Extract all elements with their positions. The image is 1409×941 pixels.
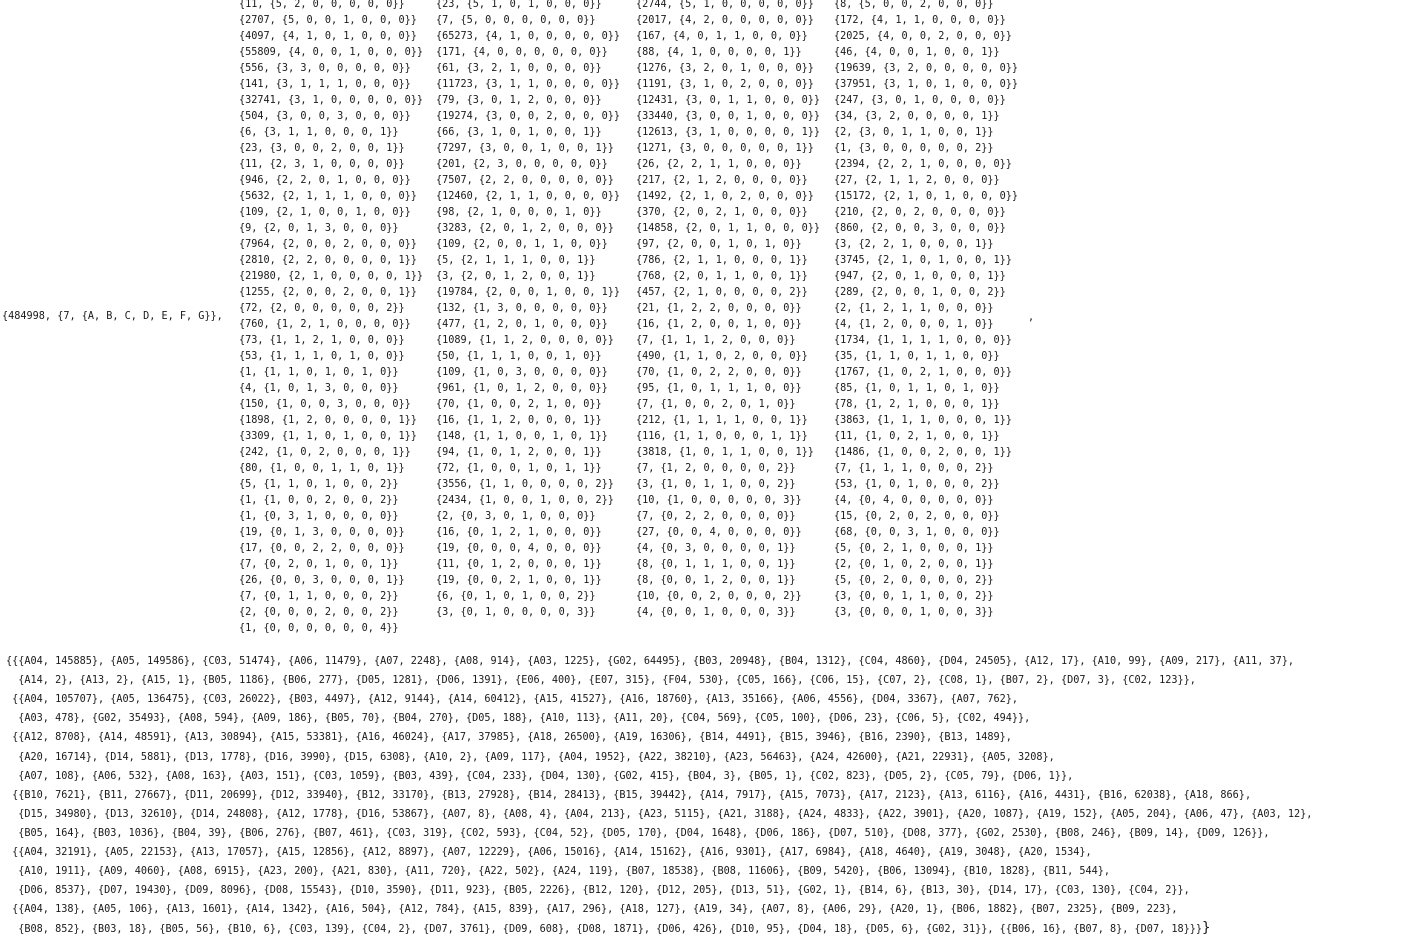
list-row: {{A04, 32191}, {A05, 22153}, {A13, 17057}, {A15, 12856}, {A12, 8897}, {A07, 12229}, {A06, 15016}, {A14, 15162}, {A16, 9301}, {A17, 6984}, {A18, 4640}, {A19, 3048}, {A20, 1534}, (6, 847, 1092, 858)
matrix-entry: {3745, {2, 1, 0, 1, 0, 0, 1}} (834, 255, 1012, 266)
matrix-entry: {53, {1, 1, 1, 0, 1, 0, 0}} (239, 351, 405, 362)
matrix-entry: {11, {5, 2, 0, 0, 0, 0, 0}} (239, 0, 405, 10)
matrix-entry: {32741, {3, 1, 0, 0, 0, 0, 0}} (239, 95, 424, 106)
matrix-entry: {504, {3, 0, 0, 3, 0, 0, 0}} (239, 111, 411, 122)
matrix-entry: {2434, {1, 0, 0, 1, 0, 0, 2}} (436, 495, 614, 506)
list-row: {A20, 16714}, {D14, 5881}, {D13, 1778}, {D16, 3990}, {D15, 6308}, {A10, 2}, {A09, 117}, {A04, 1952}, {A22, 38210}, {A23, 56463}, {A24, 42600}, {A21, 22931}, {A05, 3208}, (6, 751, 1055, 763)
matrix-entry: {33440, {3, 0, 0, 1, 0, 0, 0}} (636, 111, 821, 122)
matrix-entry: {19, {0, 0, 2, 1, 0, 0, 1}} (436, 575, 602, 586)
matrix-entry: {1, {1, 0, 0, 2, 0, 0, 2}} (239, 495, 399, 506)
matrix-entry: {109, {2, 1, 0, 0, 1, 0, 0}} (239, 207, 411, 218)
matrix-entry: {2017, {4, 2, 0, 0, 0, 0, 0}} (636, 15, 814, 26)
matrix-entry: {11, {0, 1, 2, 0, 0, 0, 1}} (436, 559, 602, 570)
matrix-entry: {21980, {2, 1, 0, 0, 0, 0, 1}} (239, 271, 424, 282)
matrix-entry: {116, {1, 1, 0, 0, 0, 1, 1}} (636, 431, 808, 442)
matrix-entry: {37951, {3, 1, 0, 1, 0, 0, 0}} (834, 79, 1019, 90)
matrix-entry: {5, {0, 2, 0, 0, 0, 0, 2}} (834, 575, 994, 586)
matrix-entry: {5, {1, 1, 0, 1, 0, 0, 2}} (239, 479, 399, 490)
matrix-entry: {1492, {2, 1, 0, 2, 0, 0, 0}} (636, 191, 814, 202)
matrix-entry: {9, {2, 0, 1, 3, 0, 0, 0}} (239, 223, 399, 234)
matrix-entry: {370, {2, 0, 2, 1, 0, 0, 0}} (636, 207, 808, 218)
matrix-entry: {2, {0, 0, 0, 2, 0, 0, 2}} (239, 607, 399, 618)
matrix-entry: {7964, {2, 0, 0, 2, 0, 0, 0}} (239, 239, 417, 250)
matrix-entry: {8, {5, 0, 0, 2, 0, 0, 0}} (834, 0, 994, 10)
matrix-entry: {7, {5, 0, 0, 0, 0, 0, 0}} (436, 15, 596, 26)
list-row: {{A04, 105707}, {A05, 136475}, {C03, 26022}, {B03, 4497}, {A12, 9144}, {A14, 60412}, {A15, 41527}, {A16, 18760}, {A13, 35166}, {A06, 4556}, {D04, 3367}, {A07, 762}, (6, 694, 1019, 706)
matrix-entry: {23, {5, 1, 0, 1, 0, 0, 0}} (436, 0, 602, 10)
matrix-entry: {27, {2, 1, 1, 2, 0, 0, 0}} (834, 175, 1000, 186)
matrix-entry: {46, {4, 0, 0, 1, 0, 0, 1}} (834, 47, 1000, 58)
matrix-entry: {477, {1, 2, 0, 1, 0, 0, 0}} (436, 319, 608, 330)
matrix-entry: {7, {1, 2, 0, 0, 0, 0, 2}} (636, 463, 796, 474)
list-row: {A07, 108}, {A06, 532}, {A08, 163}, {A03, 151}, {C03, 1059}, {B03, 439}, {C04, 233}, {D04, 130}, {G02, 415}, {B04, 3}, {B05, 1}, {C02, 823}, {D05, 2}, {C05, 79}, {D06, 1}}, (6, 770, 1074, 782)
output-separator: , (1028, 312, 1035, 323)
matrix-entry: {109, {1, 0, 3, 0, 0, 0, 0}} (436, 367, 608, 378)
matrix-entry: {7507, {2, 2, 0, 0, 0, 0, 0}} (436, 175, 614, 186)
matrix-entry: {2394, {2, 2, 1, 0, 0, 0, 0}} (834, 159, 1012, 170)
matrix-entry: {50, {1, 1, 1, 0, 0, 1, 0}} (436, 351, 602, 362)
matrix-entry: {1, {1, 1, 0, 1, 0, 1, 0}} (239, 367, 399, 378)
list-row: {B05, 164}, {B03, 1036}, {B04, 39}, {B06, 276}, {B07, 461}, {C03, 319}, {C02, 593}, {C04, 52}, {D05, 170}, {D04, 1648}, {D06, 186}, {D07, 510}, {D08, 377}, {G02, 2530}, {B08, 246}, {B09, 14}, {D09, 126}}, (6, 827, 1270, 839)
matrix-entry: {247, {3, 0, 1, 0, 0, 0, 0}} (834, 95, 1006, 106)
matrix-entry: {7, {0, 1, 1, 0, 0, 0, 2}} (239, 591, 399, 602)
matrix-entry: {1089, {1, 1, 2, 0, 0, 0, 0}} (436, 335, 614, 346)
matrix-entry: {457, {2, 1, 0, 0, 0, 0, 2}} (636, 287, 808, 298)
matrix-entry: {5632, {2, 1, 1, 1, 0, 0, 0}} (239, 191, 417, 202)
matrix-entry: {12460, {2, 1, 1, 0, 0, 0, 0}} (436, 191, 621, 202)
matrix-entry: {5, {0, 2, 1, 0, 0, 0, 1}} (834, 543, 994, 554)
matrix-entry: {70, {1, 0, 2, 2, 0, 0, 0}} (636, 367, 802, 378)
matrix-entry: {786, {2, 1, 1, 0, 0, 0, 1}} (636, 255, 808, 266)
closing-bracket: } (1202, 920, 1211, 937)
list-row: {{A12, 8708}, {A14, 48591}, {A13, 30894}, {A15, 53381}, {A16, 46024}, {A17, 37985}, {A18, 26500}, {A19, 16306}, {B14, 4491}, {B15, 3946}, {B16, 2390}, {B13, 1489}, (6, 732, 1012, 744)
matrix-entry: {3309, {1, 1, 0, 1, 0, 0, 1}} (239, 431, 417, 442)
matrix-entry: {55809, {4, 0, 0, 1, 0, 0, 0}} (239, 47, 424, 58)
matrix-entry: {1271, {3, 0, 0, 0, 0, 0, 1}} (636, 143, 814, 154)
matrix-entry: {167, {4, 0, 1, 1, 0, 0, 0}} (636, 31, 808, 42)
matrix-entry: {2, {3, 0, 1, 1, 0, 0, 1}} (834, 127, 994, 138)
matrix-entry: {132, {1, 3, 0, 0, 0, 0, 0}} (436, 303, 608, 314)
matrix-entry: {95, {1, 0, 1, 1, 1, 0, 0}} (636, 383, 802, 394)
matrix-entry: {760, {1, 2, 1, 0, 0, 0, 0}} (239, 319, 411, 330)
matrix-entry: {7, {1, 0, 0, 2, 0, 1, 0}} (636, 399, 796, 410)
list-row: {B08, 852}, {B03, 18}, {B05, 56}, {B10, 6}, {C03, 139}, {C04, 2}, {D07, 3761}, {D09, 608}, {D08, 1871}, {D06, 426}, {D10, 95}, {D04, 18}, {D05, 6}, {G02, 31}}, {{B06, 16}, {B07, 8}, {D07, 18}}}} (6, 920, 1211, 937)
matrix-entry: {212, {1, 1, 1, 1, 0, 0, 1}} (636, 415, 808, 426)
matrix-entry: {217, {2, 1, 2, 0, 0, 0, 0}} (636, 175, 808, 186)
matrix-entry: {1255, {2, 0, 0, 2, 0, 0, 1}} (239, 287, 417, 298)
matrix-entry: {768, {2, 0, 1, 1, 0, 0, 1}} (636, 271, 808, 282)
matrix-entry: {53, {1, 0, 1, 0, 0, 0, 2}} (834, 479, 1000, 490)
matrix-entry: {8, {0, 0, 1, 2, 0, 0, 1}} (636, 575, 796, 586)
matrix-entry: {1, {0, 3, 1, 0, 0, 0, 0}} (239, 511, 399, 522)
matrix-entry: {210, {2, 0, 2, 0, 0, 0, 0}} (834, 207, 1006, 218)
matrix-entry: {1, {0, 0, 0, 0, 0, 0, 4}} (239, 623, 399, 634)
matrix-entry: {14858, {2, 0, 1, 1, 0, 0, 0}} (636, 223, 821, 234)
matrix-entry: {4, {0, 0, 1, 0, 0, 0, 3}} (636, 607, 796, 618)
list-row: {{{A04, 145885}, {A05, 149586}, {C03, 51474}, {A06, 11479}, {A07, 2248}, {A08, 914}, {A03, 1225}, {G02, 64495}, {B03, 20948}, {B04, 1312}, {C04, 4860}, {D04, 24505}, {A12, 17}, {A10, 99}, {A09, 217}, {A11, 37}, (6, 656, 1295, 667)
matrix-entry: {1767, {1, 0, 2, 1, 0, 0, 0}} (834, 367, 1012, 378)
matrix-entry: {7, {1, 1, 1, 2, 0, 0, 0}} (636, 335, 796, 346)
matrix-entry: {150, {1, 0, 0, 3, 0, 0, 0}} (239, 399, 411, 410)
matrix-entry: {8, {0, 1, 1, 1, 0, 0, 1}} (636, 559, 796, 570)
matrix-entry: {3, {0, 0, 1, 1, 0, 0, 2}} (834, 591, 994, 602)
matrix-entry: {171, {4, 0, 0, 0, 0, 0, 0}} (436, 47, 608, 58)
matrix-entry: {80, {1, 0, 0, 1, 1, 0, 1}} (239, 463, 405, 474)
matrix-entry: {946, {2, 2, 0, 1, 0, 0, 0}} (239, 175, 411, 186)
matrix-entry: {1191, {3, 1, 0, 2, 0, 0, 0}} (636, 79, 814, 90)
matrix-entry: {21, {1, 2, 2, 0, 0, 0, 0}} (636, 303, 802, 314)
matrix-entry: {490, {1, 1, 0, 2, 0, 0, 0}} (636, 351, 808, 362)
matrix-entry: {3, {2, 0, 1, 2, 0, 0, 1}} (436, 271, 596, 282)
matrix-entry: {242, {1, 0, 2, 0, 0, 0, 1}} (239, 447, 411, 458)
matrix-entry: {3283, {2, 0, 1, 2, 0, 0, 0}} (436, 223, 614, 234)
matrix-entry: {6, {3, 1, 1, 0, 0, 0, 1}} (239, 127, 399, 138)
matrix-entry: {72, {1, 0, 0, 1, 0, 1, 1}} (436, 463, 602, 474)
matrix-entry: {19784, {2, 0, 0, 1, 0, 0, 1}} (436, 287, 621, 298)
matrix-entry: {4, {1, 2, 0, 0, 0, 1, 0}} (834, 319, 994, 330)
matrix-entry: {1898, {1, 2, 0, 0, 0, 0, 1}} (239, 415, 417, 426)
list-row: {{A04, 138}, {A05, 106}, {A13, 1601}, {A14, 1342}, {A16, 504}, {A12, 784}, {A15, 839}, {A17, 296}, {A18, 127}, {A19, 34}, {A07, 8}, {A06, 29}, {A20, 1}, {B06, 1882}, {B07, 2325}, {B09, 223}, (6, 904, 1178, 916)
matrix-entry: {78, {1, 2, 1, 0, 0, 0, 1}} (834, 399, 1000, 410)
matrix-entry: {2707, {5, 0, 0, 1, 0, 0, 0}} (239, 15, 417, 26)
matrix-entry: {10, {1, 0, 0, 0, 0, 0, 3}} (636, 495, 802, 506)
matrix-entry: {1486, {1, 0, 0, 2, 0, 0, 1}} (834, 447, 1012, 458)
matrix-entry: {26, {2, 2, 1, 1, 0, 0, 0}} (636, 159, 802, 170)
list-row: {D06, 8537}, {D07, 19430}, {D09, 8096}, {D08, 15543}, {D10, 3590}, {D11, 923}, {B05, 2226}, {B12, 120}, {D12, 205}, {D13, 51}, {G02, 1}, {B14, 6}, {B13, 30}, {D14, 17}, {C03, 130}, {C04, 2}}, (6, 885, 1190, 897)
matrix-entry: {68, {0, 0, 3, 1, 0, 0, 0}} (834, 527, 1000, 538)
matrix-entry: {7, {0, 2, 0, 1, 0, 0, 1}} (239, 559, 399, 570)
matrix-entry: {172, {4, 1, 1, 0, 0, 0, 0}} (834, 15, 1006, 26)
matrix-entry: {7, {0, 2, 2, 0, 0, 0, 0}} (636, 511, 796, 522)
output-lead: {484998, {7, {A, B, C, D, E, F, G}}, (2, 311, 223, 322)
matrix-entry: {70, {1, 0, 0, 2, 1, 0, 0}} (436, 399, 602, 410)
matrix-entry: {109, {2, 0, 0, 1, 1, 0, 0}} (436, 239, 608, 250)
matrix-entry: {35, {1, 1, 0, 1, 1, 0, 0}} (834, 351, 1000, 362)
matrix-entry: {19274, {3, 0, 0, 2, 0, 0, 0}} (436, 111, 621, 122)
matrix-entry: {7, {1, 1, 1, 0, 0, 0, 2}} (834, 463, 994, 474)
matrix-entry: {94, {1, 0, 1, 2, 0, 0, 1}} (436, 447, 602, 458)
matrix-entry: {3, {2, 2, 1, 0, 0, 0, 1}} (834, 239, 994, 250)
list-row: {D15, 34980}, {D13, 32610}, {D14, 24808}, {A12, 1778}, {D16, 53867}, {A07, 8}, {A08, 4}, {A04, 213}, {A23, 5115}, {A21, 3188}, {A24, 4833}, {A22, 3901}, {A20, 1087}, {A19, 152}, {A05, 204}, {A06, 47}, {A03, 12}, (6, 808, 1313, 820)
matrix-entry: {85, {1, 0, 1, 1, 0, 1, 0}} (834, 383, 1000, 394)
matrix-entry: {4097, {4, 1, 0, 1, 0, 0, 0}} (239, 31, 417, 42)
matrix-entry: {3818, {1, 0, 1, 1, 0, 0, 1}} (636, 447, 814, 458)
matrix-entry: {98, {2, 1, 0, 0, 0, 1, 0}} (436, 207, 602, 218)
matrix-entry: {65273, {4, 1, 0, 0, 0, 0, 0}} (436, 31, 621, 42)
matrix-entry: {16, {0, 1, 2, 1, 0, 0, 0}} (436, 527, 602, 538)
matrix-entry: {141, {3, 1, 1, 1, 0, 0, 0}} (239, 79, 411, 90)
matrix-entry: {947, {2, 0, 1, 0, 0, 0, 1}} (834, 271, 1006, 282)
matrix-entry: {860, {2, 0, 0, 3, 0, 0, 0}} (834, 223, 1006, 234)
matrix-entry: {4, {1, 0, 1, 3, 0, 0, 0}} (239, 383, 399, 394)
matrix-entry: {73, {1, 1, 2, 1, 0, 0, 0}} (239, 335, 405, 346)
matrix-entry: {79, {3, 0, 1, 2, 0, 0, 0}} (436, 95, 602, 106)
matrix-entry: {7297, {3, 0, 0, 1, 0, 0, 1}} (436, 143, 614, 154)
matrix-entry: {12431, {3, 0, 1, 1, 0, 0, 0}} (636, 95, 821, 106)
matrix-entry: {1276, {3, 2, 0, 1, 0, 0, 0}} (636, 63, 814, 74)
matrix-entry: {11723, {3, 1, 1, 0, 0, 0, 0}} (436, 79, 621, 90)
matrix-entry: {16, {1, 2, 0, 0, 1, 0, 0}} (636, 319, 802, 330)
list-row: {{B10, 7621}, {B11, 27667}, {D11, 20699}, {D12, 33940}, {B12, 33170}, {B13, 27928}, {B14, 28413}, {B15, 39442}, {A14, 7917}, {A15, 7073}, {A17, 2123}, {A13, 6116}, {A16, 4431}, {B16, 62038}, {A18, 866}, (6, 789, 1252, 801)
matrix-entry: {23, {3, 0, 0, 2, 0, 0, 1}} (239, 143, 405, 154)
matrix-entry: {2, {1, 2, 1, 1, 0, 0, 0}} (834, 303, 994, 314)
matrix-entry: {97, {2, 0, 0, 1, 0, 1, 0}} (636, 239, 802, 250)
matrix-entry: {3863, {1, 1, 1, 0, 0, 0, 1}} (834, 415, 1012, 426)
matrix-entry: {26, {0, 0, 3, 0, 0, 0, 1}} (239, 575, 405, 586)
matrix-entry: {11, {2, 3, 1, 0, 0, 0, 0}} (239, 159, 405, 170)
matrix-entry: {201, {2, 3, 0, 0, 0, 0, 0}} (436, 159, 608, 170)
list-row: {A03, 478}, {G02, 35493}, {A08, 594}, {A09, 186}, {B05, 70}, {B04, 270}, {D05, 188}, {A10, 113}, {A11, 20}, {C04, 569}, {C05, 100}, {D06, 23}, {C06, 5}, {C02, 494}}, (6, 713, 1031, 725)
list-row: {A14, 2}, {A13, 2}, {A15, 1}, {B05, 1186}, {B06, 277}, {D05, 1281}, {D06, 1391}, {E06, 400}, {E07, 315}, {F04, 530}, {C05, 166}, {C06, 15}, {C07, 2}, {C08, 1}, {B07, 2}, {D07, 3}, {C02, 123}}, (6, 675, 1196, 687)
matrix-entry: {2, {0, 1, 0, 2, 0, 0, 1}} (834, 559, 994, 570)
matrix-entry: {5, {2, 1, 1, 1, 0, 0, 1}} (436, 255, 596, 266)
matrix-entry: {2, {0, 3, 0, 1, 0, 0, 0}} (436, 511, 596, 522)
matrix-entry: {1734, {1, 1, 1, 1, 0, 0, 0}} (834, 335, 1012, 346)
matrix-entry: {16, {1, 1, 2, 0, 0, 0, 1}} (436, 415, 602, 426)
matrix-entry: {12613, {3, 1, 0, 0, 0, 0, 1}} (636, 127, 821, 138)
matrix-entry: {148, {1, 1, 0, 0, 1, 0, 1}} (436, 431, 608, 442)
matrix-entry: {66, {3, 1, 0, 1, 0, 0, 1}} (436, 127, 602, 138)
matrix-entry: {556, {3, 3, 0, 0, 0, 0, 0}} (239, 63, 411, 74)
matrix-entry: {2810, {2, 2, 0, 0, 0, 0, 1}} (239, 255, 417, 266)
matrix-entry: {61, {3, 2, 1, 0, 0, 0, 0}} (436, 63, 602, 74)
matrix-entry: {961, {1, 0, 1, 2, 0, 0, 0}} (436, 383, 608, 394)
matrix-entry: {2025, {4, 0, 0, 2, 0, 0, 0}} (834, 31, 1012, 42)
matrix-entry: {3556, {1, 1, 0, 0, 0, 0, 2}} (436, 479, 614, 490)
matrix-entry: {10, {0, 0, 2, 0, 0, 0, 2}} (636, 591, 802, 602)
matrix-entry: {88, {4, 1, 0, 0, 0, 0, 1}} (636, 47, 802, 58)
matrix-entry: {34, {3, 2, 0, 0, 0, 0, 1}} (834, 111, 1000, 122)
matrix-entry: {4, {0, 4, 0, 0, 0, 0, 0}} (834, 495, 994, 506)
list-row: {A10, 1911}, {A09, 4060}, {A08, 6915}, {A23, 200}, {A21, 830}, {A11, 720}, {A22, 502}, {A24, 119}, {B07, 18538}, {B08, 11606}, {B09, 5420}, {B06, 13094}, {B10, 1828}, {B11, 544}, (6, 866, 1111, 878)
matrix-entry: {289, {2, 0, 0, 1, 0, 0, 2}} (834, 287, 1006, 298)
matrix-entry: {19, {0, 1, 3, 0, 0, 0, 0}} (239, 527, 405, 538)
matrix-entry: {1, {3, 0, 0, 0, 0, 0, 2}} (834, 143, 994, 154)
matrix-entry: {17, {0, 0, 2, 2, 0, 0, 0}} (239, 543, 405, 554)
matrix-entry: {6, {0, 1, 0, 1, 0, 0, 2}} (436, 591, 596, 602)
matrix-entry: {2744, {5, 1, 0, 0, 0, 0, 0}} (636, 0, 814, 10)
matrix-entry: {3, {1, 0, 1, 1, 0, 0, 2}} (636, 479, 796, 490)
matrix-entry: {27, {0, 0, 4, 0, 0, 0, 0}} (636, 527, 802, 538)
matrix-entry: {3, {0, 1, 0, 0, 0, 0, 3}} (436, 607, 596, 618)
matrix-entry: {4, {0, 3, 0, 0, 0, 0, 1}} (636, 543, 796, 554)
matrix-entry: {15, {0, 2, 0, 2, 0, 0, 0}} (834, 511, 1000, 522)
matrix-entry: {72, {2, 0, 0, 0, 0, 0, 2}} (239, 303, 405, 314)
matrix-entry: {3, {0, 0, 0, 1, 0, 0, 3}} (834, 607, 994, 618)
matrix-entry: {15172, {2, 1, 0, 1, 0, 0, 0}} (834, 191, 1019, 202)
matrix-entry: {19, {0, 0, 0, 4, 0, 0, 0}} (436, 543, 602, 554)
matrix-entry: {11, {1, 0, 2, 1, 0, 0, 1}} (834, 431, 1000, 442)
matrix-entry: {19639, {3, 2, 0, 0, 0, 0, 0}} (834, 63, 1019, 74)
